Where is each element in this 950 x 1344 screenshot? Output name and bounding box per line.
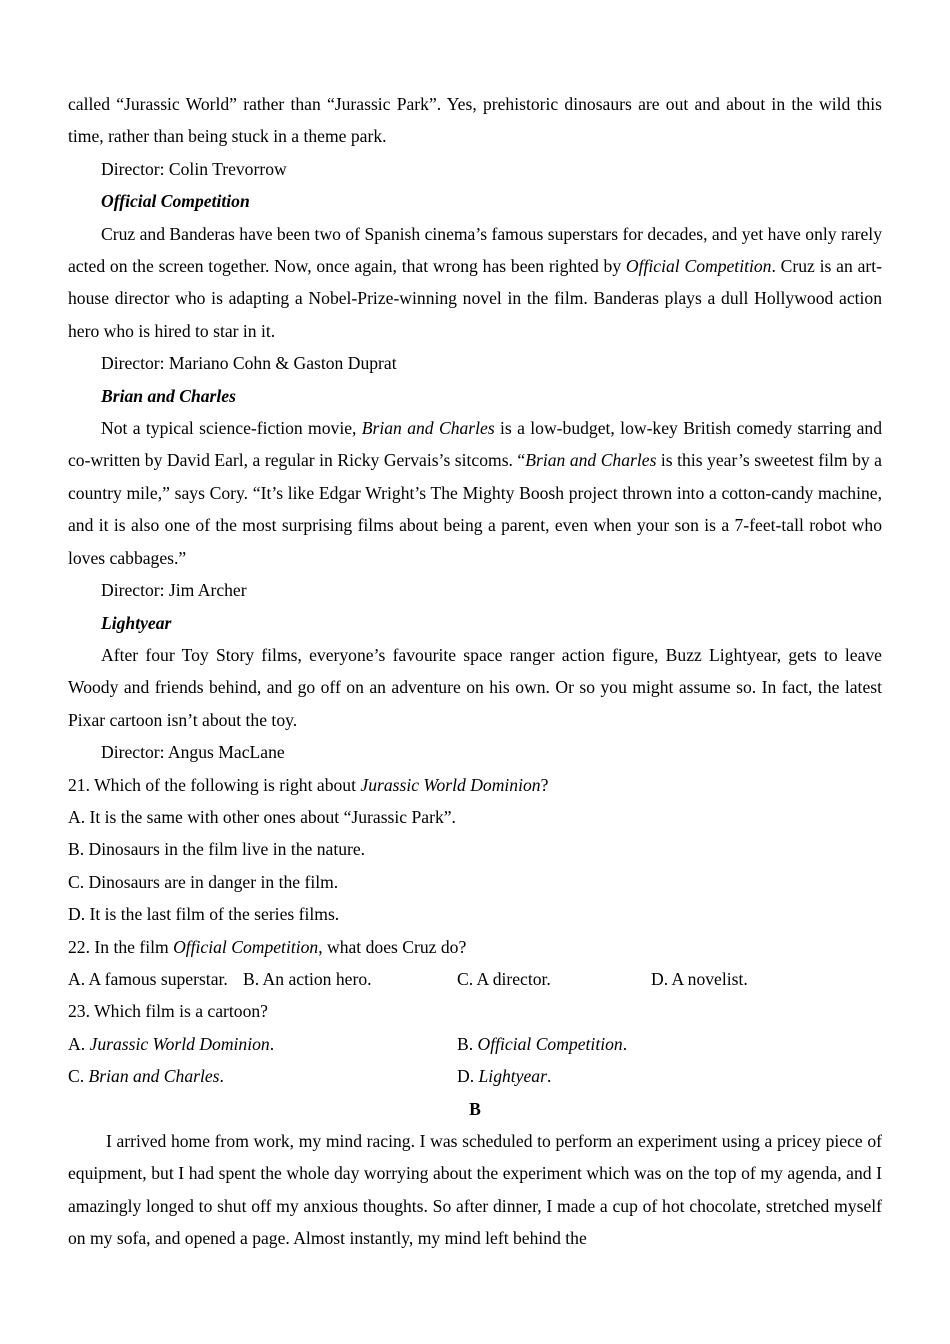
lightyear-paragraph: After four Toy Story films, everyone’s favourite space ranger action figure, Buzz Lightyear, gets to leave Woody and friends behind, and go off on an adventure on his own. Or so you might assume so. In fact, the latest Pixar cartoon isn’t about the toy. [68, 644, 882, 730]
question-21-option-c: C. Dinosaurs are in danger in the film. [68, 871, 339, 892]
lightyear-title: Lightyear [101, 612, 172, 633]
question-22-options [68, 963, 882, 995]
question-23-option-a: A. Jurassic World Dominion. [68, 1033, 275, 1054]
official-competition-paragraph: Cruz and Banderas have been two of Spanish cinema’s famous superstars for decades, and yet have only rarely acted on the screen together. Now, once again, that wrong has been righted by Official Competition. Cruz is an art-house director who is adapting a Nobel-Prize-winning novel in the film. Banderas plays a dull Hollywood action hero who is hired to star in it. [68, 223, 887, 341]
document-page [68, 88, 887, 1255]
question-22-stem: 22. In the film Official Competition, what does Cruz do? [68, 936, 467, 957]
question-23-stem: 23. Which film is a cartoon? [68, 1001, 268, 1022]
question-23-option-b: B. Official Competition. [457, 1033, 628, 1054]
question-21-stem: 21. Which of the following is right about Jurassic World Dominion? [68, 774, 549, 795]
question-23-option-c: C. Brian and Charles. [68, 1066, 224, 1087]
jurassic-world-director: Director: Colin Trevorrow [101, 158, 287, 179]
question-21-option-d: D. It is the last film of the series films. [68, 904, 340, 925]
official-competition-director: Director: Mariano Cohn & Gaston Duprat [101, 353, 397, 374]
question-21-option-a: A. It is the same with other ones about “Jurassic Park”. [68, 806, 456, 827]
brian-and-charles-title: Brian and Charles [101, 385, 236, 406]
section-b-paragraph: I arrived home from work, my mind racing. I was scheduled to perform an experiment using a pricey piece of equipment, but I had spent the whole day worrying about the experiment which was on the top of my agenda, and I amazingly longed to shut off my anxious thoughts. So after dinner, I made a cup of hot chocolate, stretched myself on my sofa, and opened a page. Almost instantly, my mind left behind the [68, 1131, 882, 1249]
question-22-option-d: D. A novelist. [651, 968, 748, 989]
question-22-option-a: A. A famous superstar. [68, 968, 228, 989]
lightyear-director: Director: Angus MacLane [101, 742, 285, 763]
brian-and-charles-paragraph: Not a typical science-fiction movie, Brian and Charles is a low-budget, low-key British comedy starring and co-written by David Earl, a regular in Ricky Gervais’s sitcoms. “Brian and Charles is this year’s sweetest film by a country mile,” says Cory. “It’s like Edgar Wright’s The Mighty Boosh project thrown into a cotton-candy machine, and it is also one of the most surprising films about being a parent, even when your son is a 7-feet-tall robot who loves cabbages.” [68, 418, 887, 568]
question-23-option-d: D. Lightyear. [457, 1066, 552, 1087]
question-21-option-b: B. Dinosaurs in the film live in the nature. [68, 839, 366, 860]
brian-and-charles-director: Director: Jim Archer [101, 580, 247, 601]
official-competition-title: Official Competition [101, 191, 250, 212]
question-22-option-b: B. An action hero. [243, 968, 372, 989]
section-b-heading: B [469, 1098, 481, 1119]
question-22-option-c: C. A director. [457, 968, 551, 989]
question-23-options-row-1 [68, 1028, 882, 1060]
question-23-options-row-2 [68, 1060, 882, 1092]
jurassic-world-paragraph: called “Jurassic World” rather than “Jurassic Park”. Yes, prehistoric dinosaurs are out and about in the wild this time, rather than being stuck in a theme park. [68, 94, 882, 147]
